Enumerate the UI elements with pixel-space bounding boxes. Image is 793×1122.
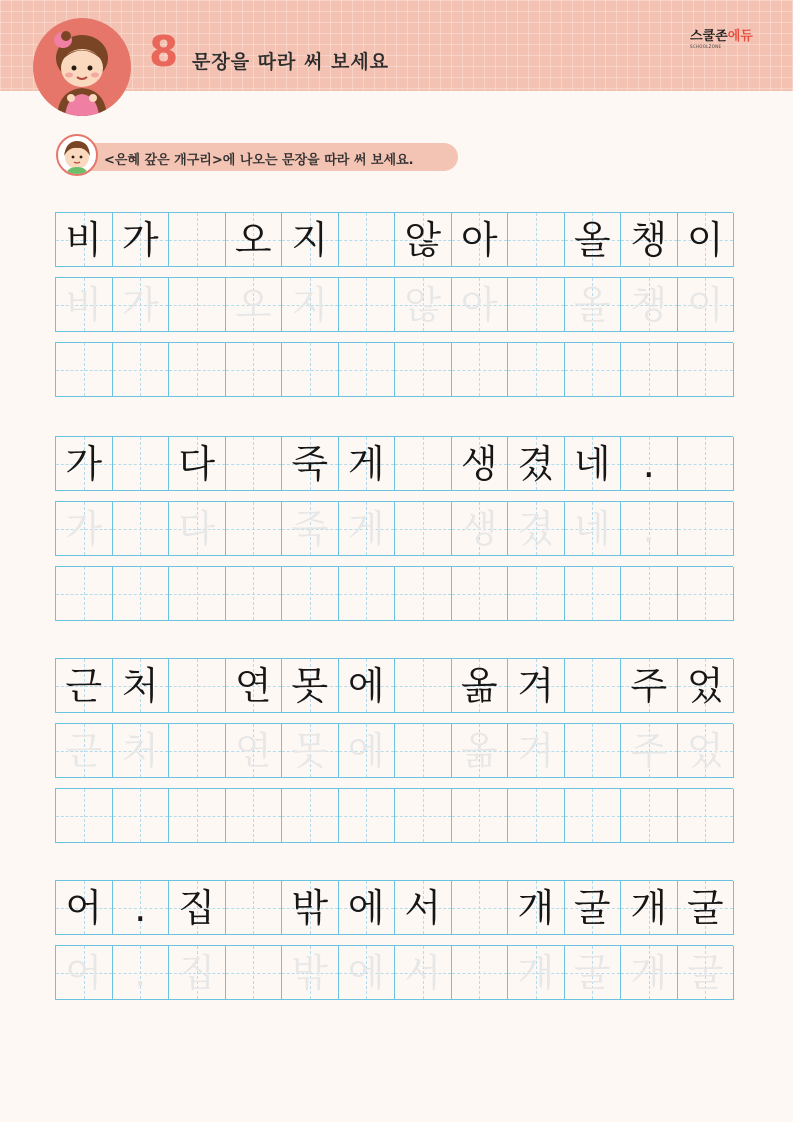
writing-cell[interactable]	[339, 789, 396, 843]
model-cell	[452, 881, 509, 935]
girl-avatar	[33, 18, 131, 116]
trace-char: .	[134, 951, 147, 995]
trace-cell	[226, 724, 283, 778]
trace-cell	[56, 502, 113, 556]
trace-char: 다	[178, 507, 216, 551]
writing-cell[interactable]	[113, 343, 170, 397]
model-char: 옮	[460, 664, 498, 708]
trace-cell	[226, 502, 283, 556]
trace-char: 굴	[686, 951, 724, 995]
logo-subtext: SCHOOLZONE	[690, 44, 722, 49]
model-char: 비	[65, 218, 103, 262]
trace-char: 못	[291, 729, 329, 773]
writing-cell[interactable]	[621, 343, 678, 397]
model-char: .	[134, 886, 147, 930]
trace-cell	[282, 946, 339, 1000]
trace-cell	[226, 278, 283, 332]
blank-row[interactable]	[55, 566, 733, 621]
trace-cell	[621, 278, 678, 332]
model-cell	[282, 659, 339, 713]
model-cell	[678, 213, 735, 267]
model-cell	[339, 213, 396, 267]
writing-cell[interactable]	[452, 789, 509, 843]
model-cell	[113, 213, 170, 267]
writing-cell[interactable]	[508, 343, 565, 397]
trace-char: 게	[347, 507, 385, 551]
model-cell	[226, 881, 283, 935]
model-cell	[452, 213, 509, 267]
model-cell	[169, 659, 226, 713]
model-char: 근	[65, 664, 103, 708]
trace-char: 이	[686, 283, 724, 327]
trace-cell	[282, 278, 339, 332]
model-cell	[508, 659, 565, 713]
trace-char: 근	[65, 729, 103, 773]
model-cell	[678, 881, 735, 935]
blank-row[interactable]	[55, 788, 733, 843]
trace-cell	[339, 724, 396, 778]
trace-char: 가	[65, 507, 103, 551]
writing-cell[interactable]	[56, 567, 113, 621]
trace-char: 않	[404, 283, 442, 327]
trace-char: 주	[630, 729, 668, 773]
trace-cell	[113, 278, 170, 332]
model-cell	[678, 437, 735, 491]
writing-cell[interactable]	[226, 567, 283, 621]
writing-cell[interactable]	[169, 343, 226, 397]
model-char: 굴	[686, 886, 724, 930]
model-cell	[226, 659, 283, 713]
writing-cell[interactable]	[565, 789, 622, 843]
model-char: 겨	[517, 664, 555, 708]
model-char: 밖	[291, 886, 329, 930]
writing-cell[interactable]	[113, 567, 170, 621]
model-char: 굴	[573, 886, 611, 930]
writing-cell[interactable]	[339, 343, 396, 397]
model-char: 서	[404, 886, 442, 930]
trace-char: 지	[291, 283, 329, 327]
model-cell	[282, 213, 339, 267]
header-bar	[0, 0, 793, 91]
model-char: 다	[178, 442, 216, 486]
trace-cell	[113, 502, 170, 556]
model-char: 않	[404, 218, 442, 262]
trace-cell	[339, 278, 396, 332]
model-cell	[56, 213, 113, 267]
model-cell	[395, 881, 452, 935]
trace-char: 에	[347, 951, 385, 995]
trace-char: 굴	[573, 951, 611, 995]
trace-char: 밖	[291, 951, 329, 995]
trace-cell	[226, 946, 283, 1000]
trace-cell	[565, 946, 622, 1000]
trace-char: 개	[630, 951, 668, 995]
model-cell	[56, 659, 113, 713]
trace-cell	[169, 278, 226, 332]
trace-row	[55, 501, 733, 556]
model-row	[55, 658, 733, 713]
model-cell	[621, 881, 678, 935]
trace-cell	[395, 946, 452, 1000]
model-char: 게	[347, 442, 385, 486]
model-cell	[226, 213, 283, 267]
writing-cell[interactable]	[678, 789, 735, 843]
trace-char: 에	[347, 729, 385, 773]
trace-cell	[452, 946, 509, 1000]
model-cell	[565, 437, 622, 491]
trace-cell	[508, 502, 565, 556]
trace-char: 챙	[630, 283, 668, 327]
model-row	[55, 880, 733, 935]
trace-char: 가	[121, 283, 159, 327]
model-cell	[339, 437, 396, 491]
model-cell	[113, 659, 170, 713]
trace-char: 서	[404, 951, 442, 995]
model-cell	[565, 881, 622, 935]
trace-cell	[452, 724, 509, 778]
trace-cell	[678, 278, 735, 332]
model-cell	[508, 881, 565, 935]
trace-char: 올	[573, 283, 611, 327]
model-cell	[395, 213, 452, 267]
writing-cell[interactable]	[169, 567, 226, 621]
trace-cell	[678, 502, 735, 556]
model-row	[55, 212, 733, 267]
instruction-text: <은혜 갚은 개구리>에 나오는 문장을 따라 써 보세요.	[104, 153, 414, 168]
trace-char: 겼	[517, 507, 555, 551]
model-cell	[452, 437, 509, 491]
trace-char: 집	[178, 951, 216, 995]
writing-cell[interactable]	[56, 789, 113, 843]
trace-cell	[508, 278, 565, 332]
trace-cell	[678, 946, 735, 1000]
model-cell	[395, 437, 452, 491]
blank-row[interactable]	[55, 342, 733, 397]
trace-cell	[565, 502, 622, 556]
writing-cell[interactable]	[395, 567, 452, 621]
trace-row	[55, 723, 733, 778]
writing-cell[interactable]	[452, 567, 509, 621]
model-char: 죽	[291, 442, 329, 486]
boy-avatar	[56, 134, 98, 176]
model-cell	[282, 437, 339, 491]
trace-char: 어	[65, 951, 103, 995]
model-cell	[169, 213, 226, 267]
model-cell	[508, 213, 565, 267]
model-char: 었	[686, 664, 724, 708]
model-row	[55, 436, 733, 491]
trace-cell	[56, 278, 113, 332]
model-cell	[621, 213, 678, 267]
trace-cell	[282, 724, 339, 778]
trace-char: 겨	[517, 729, 555, 773]
trace-cell	[56, 946, 113, 1000]
model-char: 개	[630, 886, 668, 930]
model-cell	[565, 659, 622, 713]
trace-row	[55, 945, 733, 1000]
instruction-banner	[78, 143, 458, 171]
trace-cell	[508, 946, 565, 1000]
trace-cell	[169, 946, 226, 1000]
writing-cell[interactable]	[452, 343, 509, 397]
writing-cell[interactable]	[621, 789, 678, 843]
model-char: 연	[234, 664, 272, 708]
writing-cell[interactable]	[621, 567, 678, 621]
trace-cell	[621, 724, 678, 778]
trace-char: .	[642, 507, 655, 551]
writing-cell[interactable]	[508, 567, 565, 621]
model-char: 어	[65, 886, 103, 930]
logo-accent-text: 에듀	[727, 29, 753, 44]
trace-char: 었	[686, 729, 724, 773]
model-char: 올	[573, 218, 611, 262]
trace-cell	[621, 502, 678, 556]
trace-cell	[282, 502, 339, 556]
model-cell	[113, 881, 170, 935]
writing-cell[interactable]	[395, 789, 452, 843]
trace-char: 아	[460, 283, 498, 327]
model-char: 오	[234, 218, 272, 262]
model-char: 에	[347, 664, 385, 708]
trace-cell	[678, 724, 735, 778]
model-cell	[339, 881, 396, 935]
model-cell	[282, 881, 339, 935]
trace-cell	[56, 724, 113, 778]
model-char: 지	[291, 218, 329, 262]
model-char: 개	[517, 886, 555, 930]
writing-cell[interactable]	[169, 789, 226, 843]
trace-char: 처	[121, 729, 159, 773]
writing-cell[interactable]	[282, 567, 339, 621]
model-char: 이	[686, 218, 724, 262]
writing-cell[interactable]	[282, 789, 339, 843]
model-cell	[56, 881, 113, 935]
model-cell	[169, 437, 226, 491]
trace-cell	[339, 502, 396, 556]
model-cell	[678, 659, 735, 713]
model-char: .	[642, 442, 655, 486]
model-cell	[56, 437, 113, 491]
trace-cell	[565, 724, 622, 778]
trace-cell	[452, 502, 509, 556]
trace-char: 오	[234, 283, 272, 327]
model-char: 겼	[517, 442, 555, 486]
model-cell	[395, 659, 452, 713]
trace-char: 네	[573, 507, 611, 551]
trace-char: 개	[517, 951, 555, 995]
trace-char: 생	[460, 507, 498, 551]
writing-cell[interactable]	[678, 343, 735, 397]
model-cell	[226, 437, 283, 491]
model-cell	[565, 213, 622, 267]
writing-cell[interactable]	[508, 789, 565, 843]
writing-cell[interactable]	[339, 567, 396, 621]
model-char: 아	[460, 218, 498, 262]
model-char: 집	[178, 886, 216, 930]
trace-cell	[113, 946, 170, 1000]
writing-cell[interactable]	[226, 789, 283, 843]
trace-row	[55, 277, 733, 332]
model-cell	[339, 659, 396, 713]
trace-char: 연	[234, 729, 272, 773]
trace-cell	[395, 502, 452, 556]
trace-char: 비	[65, 283, 103, 327]
model-cell	[113, 437, 170, 491]
model-cell	[452, 659, 509, 713]
trace-char: 죽	[291, 507, 329, 551]
writing-cell[interactable]	[678, 567, 735, 621]
writing-cell[interactable]	[113, 789, 170, 843]
trace-cell	[113, 724, 170, 778]
trace-cell	[452, 278, 509, 332]
trace-cell	[395, 278, 452, 332]
trace-cell	[169, 724, 226, 778]
model-char: 생	[460, 442, 498, 486]
model-char: 가	[121, 218, 159, 262]
trace-cell	[508, 724, 565, 778]
model-cell	[508, 437, 565, 491]
trace-cell	[395, 724, 452, 778]
model-char: 처	[121, 664, 159, 708]
trace-cell	[169, 502, 226, 556]
model-char: 주	[630, 664, 668, 708]
model-char: 가	[65, 442, 103, 486]
trace-cell	[339, 946, 396, 1000]
model-char: 못	[291, 664, 329, 708]
writing-cell[interactable]	[226, 343, 283, 397]
trace-cell	[565, 278, 622, 332]
schoolzone-logo	[690, 30, 764, 52]
trace-char: 옮	[460, 729, 498, 773]
model-cell	[621, 437, 678, 491]
model-char: 네	[573, 442, 611, 486]
page-title: 문장을 따라 써 보세요	[192, 51, 390, 73]
model-cell	[621, 659, 678, 713]
model-char: 에	[347, 886, 385, 930]
trace-cell	[621, 946, 678, 1000]
writing-cell[interactable]	[56, 343, 113, 397]
writing-cell[interactable]	[395, 343, 452, 397]
writing-cell[interactable]	[565, 343, 622, 397]
model-cell	[169, 881, 226, 935]
lesson-number: 8	[149, 27, 179, 76]
model-char: 챙	[630, 218, 668, 262]
logo-main-text: 스쿨존	[690, 29, 728, 44]
writing-cell[interactable]	[282, 343, 339, 397]
writing-cell[interactable]	[565, 567, 622, 621]
